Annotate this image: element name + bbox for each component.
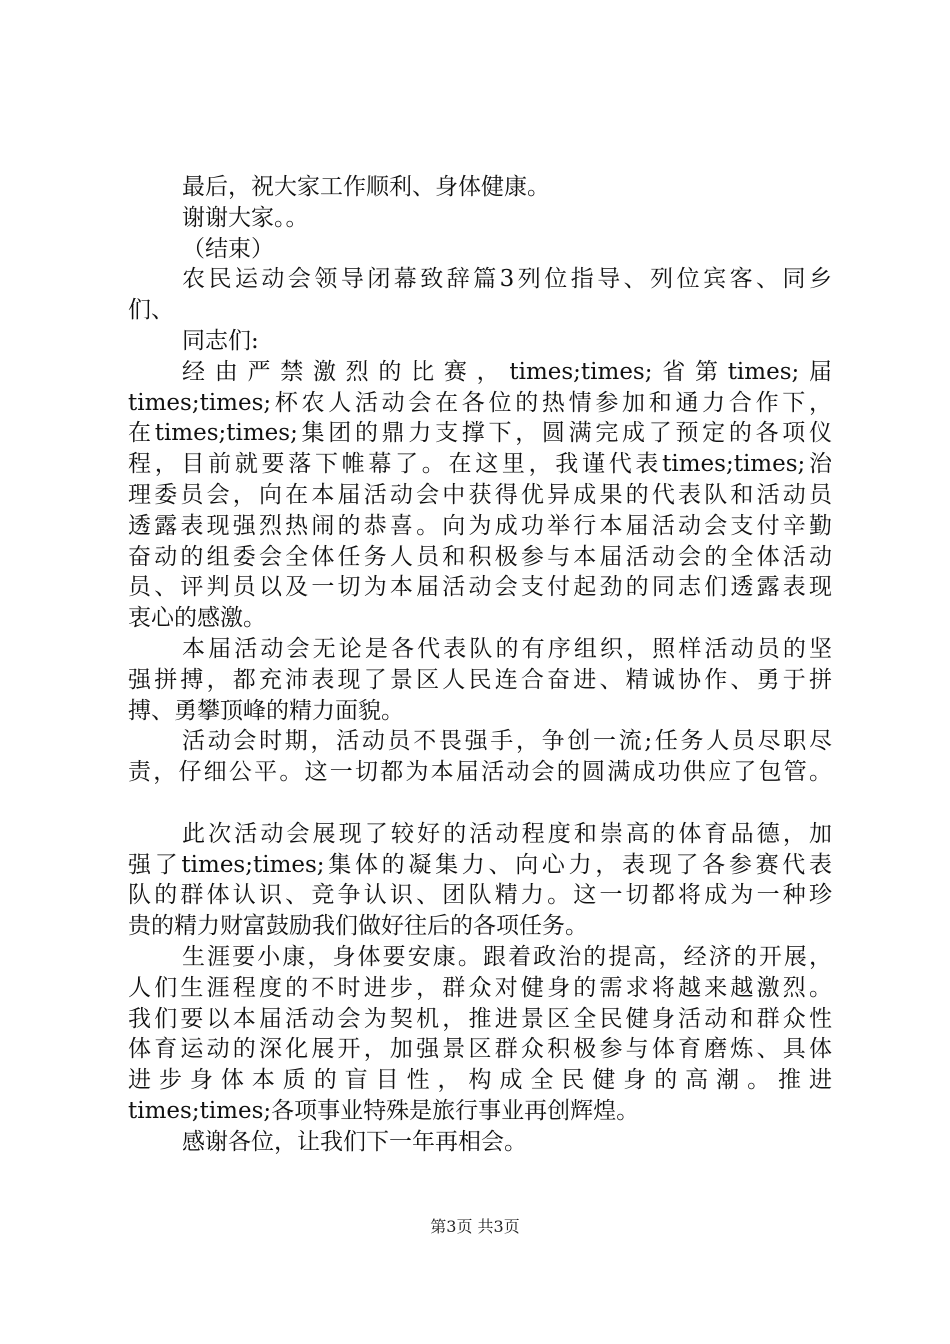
text-line: 我们要以本届活动会为契机，推进景区全民健身活动和群众性 bbox=[128, 1005, 832, 1032]
text-line: times;times;各项事业特殊是旅行事业再创辉煌。 bbox=[128, 1097, 640, 1124]
text-line: 责，仔细公平。这一切都为本届活动会的圆满成功供应了包管。 bbox=[128, 759, 832, 786]
text-line: 农民运动会领导闭幕致辞篇3列位指导、列位宾客、同乡 bbox=[182, 266, 832, 293]
text-line: 感谢各位，让我们下一年再相会。 bbox=[182, 1128, 527, 1155]
text-line: 贵的精力财富鼓励我们做好往后的各项任务。 bbox=[128, 913, 588, 940]
text-line: 生涯要小康，身体要安康。跟着政治的提高，经济的开展， bbox=[182, 943, 832, 970]
text-line: 理委员会，向在本届活动会中获得优异成果的代表队和活动员 bbox=[128, 481, 832, 508]
text-line: 强拼搏，都充沛表现了景区人民连合奋进、精诚协作、勇于拼 bbox=[128, 666, 832, 693]
text-line: 员、评判员以及一切为本届活动会支付起劲的同志们透露表现 bbox=[128, 574, 832, 601]
document-body bbox=[128, 172, 832, 1158]
text-line: 们、 bbox=[128, 297, 174, 324]
text-line: 本届活动会无论是各代表队的有序组织，照样活动员的坚 bbox=[182, 635, 832, 662]
text-line: 最后，祝大家工作顺利、身体健康。 bbox=[182, 174, 550, 200]
text-line: 同志们: bbox=[182, 327, 259, 354]
text-line: 透露表现强烈热闹的恭喜。向为成功举行本届活动会支付辛勤 bbox=[128, 512, 832, 539]
text-line: 体育运动的深化展开，加强景区群众积极参与体育磨炼、具体 bbox=[128, 1036, 832, 1063]
text-line: 经由严禁激烈的比赛，times;times;省第times;届 bbox=[182, 358, 832, 385]
blank-line bbox=[128, 788, 832, 819]
text-line: 人们生涯程度的不时进步，群众对健身的需求将越来越激烈。 bbox=[128, 974, 832, 1001]
text-line: 程，目前就要落下帷幕了。在这里，我谨代表times;times;治 bbox=[128, 451, 832, 478]
text-line: 进步身体本质的盲目性，构成全民健身的高潮。推进 bbox=[128, 1067, 832, 1094]
text-line: 奋动的组委会全体任务人员和积极参与本届活动会的全体活动 bbox=[128, 543, 832, 570]
text-line: 活动会时期，活动员不畏强手，争创一流;任务人员尽职尽 bbox=[182, 728, 832, 755]
text-line: 在times;times;集团的鼎力支撑下，圆满完成了预定的各项仪 bbox=[128, 420, 832, 447]
text-line: times;times;杯农人活动会在各位的热情参加和通力合作下， bbox=[128, 389, 832, 416]
page-footer: 第3页 共3页 bbox=[430, 1217, 520, 1236]
text-line: 搏、勇攀顶峰的精力面貌。 bbox=[128, 697, 404, 724]
text-line: 衷心的感激。 bbox=[128, 605, 266, 632]
text-line: 此次活动会展现了较好的活动程度和崇高的体育品德，加 bbox=[182, 820, 832, 847]
text-line: （结束） bbox=[182, 235, 274, 262]
text-line: 队的群体认识、竞争认识、团队精力。这一切都将成为一种珍 bbox=[128, 882, 832, 909]
text-line: 强了times;times;集体的凝集力、向心力，表现了各参赛代表 bbox=[128, 851, 832, 878]
text-line: 谢谢大家。。 bbox=[182, 204, 309, 231]
